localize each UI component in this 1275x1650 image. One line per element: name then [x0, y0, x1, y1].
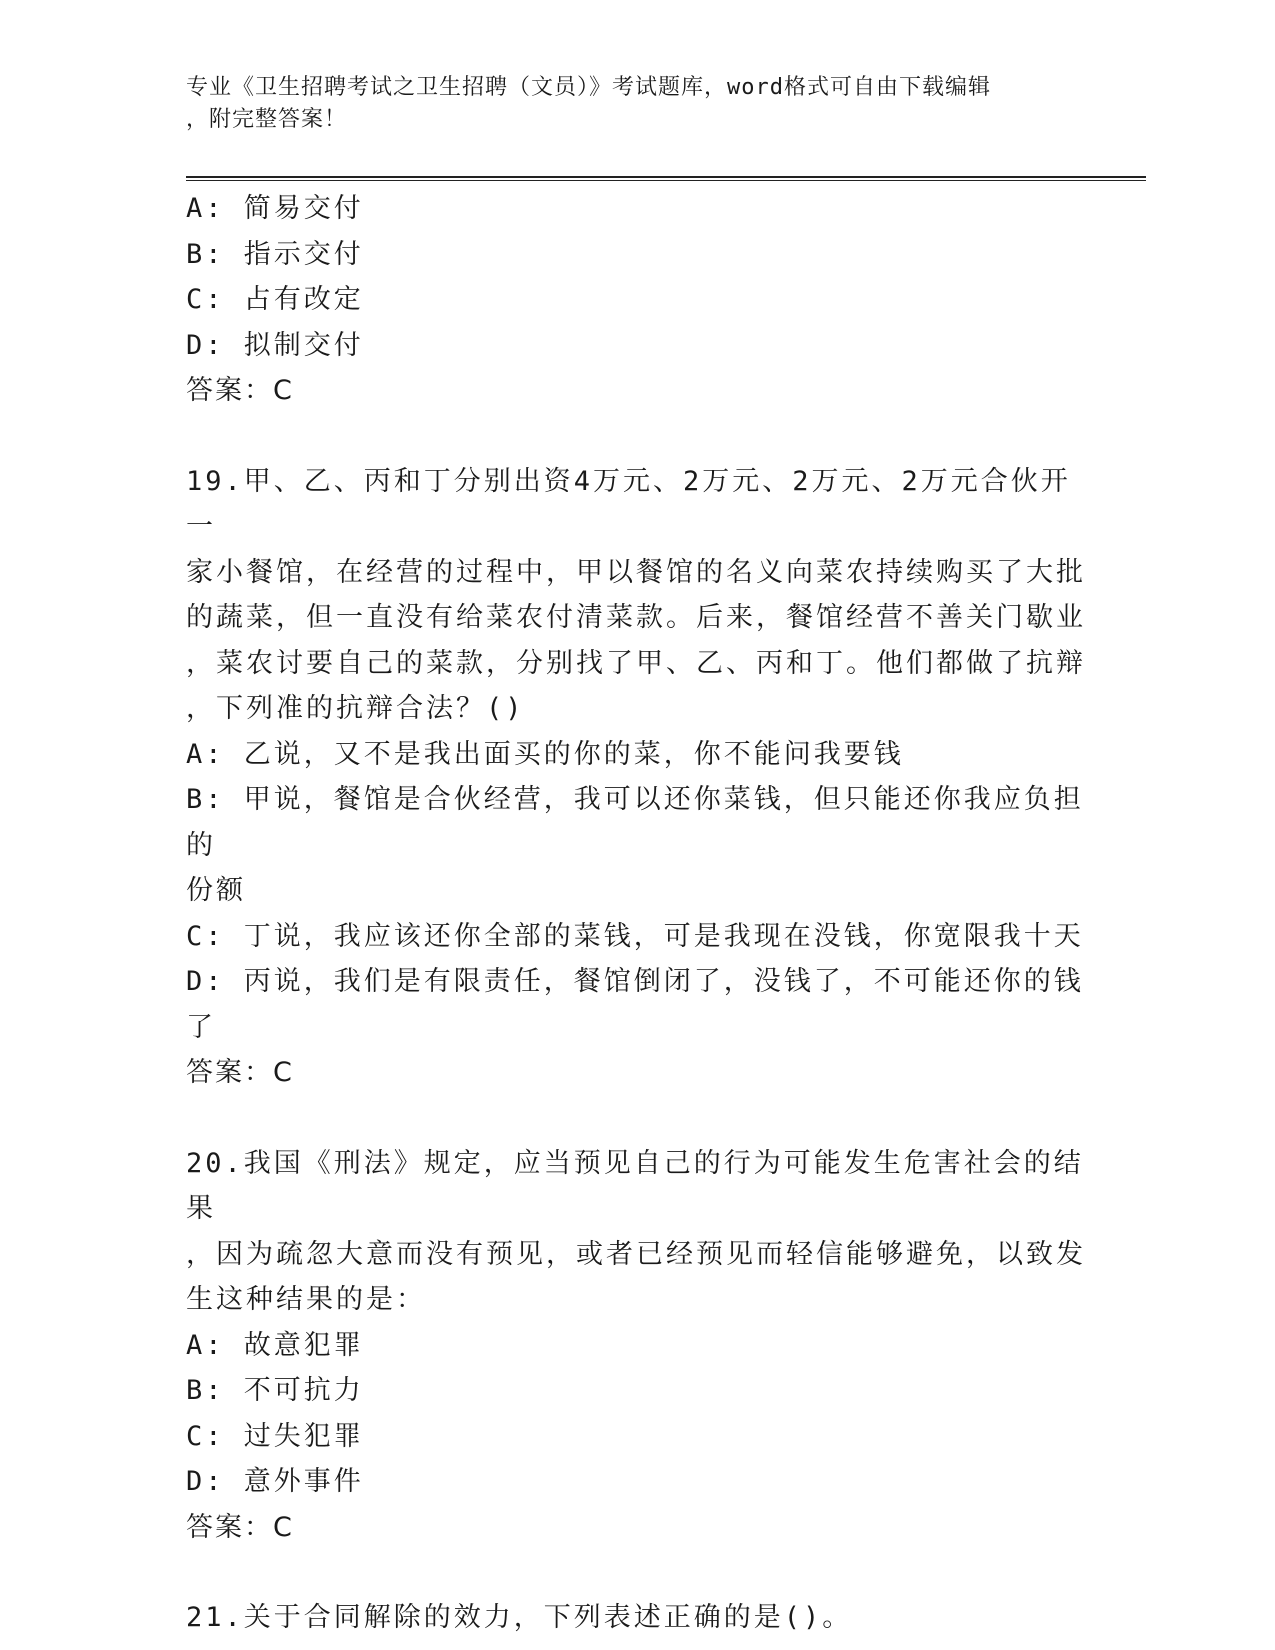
answer-line: 答案：C: [186, 1057, 294, 1088]
question-stem: ，因为疏忽大意而没有预见，或者已经预见而轻信能够避免，以致发: [186, 1238, 1086, 1270]
header-line: ，附完整答案！: [186, 107, 348, 132]
question-stem: ，下列准的抗辩合法？(): [186, 693, 525, 724]
header-line: 专业《卫生招聘考试之卫生招聘（文员）》考试题库，word格式可自由下载编辑: [186, 75, 991, 100]
option-b: B: 指示交付: [186, 238, 364, 270]
question-stem: 家小餐馆，在经营的过程中，甲以餐馆的名义向菜农持续购买了大批: [186, 556, 1086, 588]
option-d: D: 丙说，我们是有限责任，餐馆倒闭了，没钱了，不可能还你的钱了: [186, 966, 1084, 1043]
option-b: B: 不可抗力: [186, 1375, 364, 1406]
question-stem: 21.关于合同解除的效力，下列表述正确的是()。: [186, 1602, 853, 1633]
option-d: D: 拟制交付: [186, 329, 364, 361]
question-stem: 的蔬菜，但一直没有给菜农付清菜款。后来，餐馆经营不善关门歇业: [186, 602, 1086, 633]
question-stem: 生这种结果的是：: [186, 1284, 426, 1315]
question-stem: 20.我国《刑法》规定，应当预见自己的行为可能发生危害社会的结果: [186, 1147, 1084, 1224]
question-stem: 19.甲、乙、丙和丁分别出资4万元、2万元、2万元、2万元合伙开一: [186, 465, 1071, 542]
question-list: [186, 186, 1086, 1641]
option-a: A: 乙说，又不是我出面买的你的菜，你不能问我要钱: [186, 738, 904, 770]
option-d: D: 意外事件: [186, 1466, 364, 1497]
document-header: [186, 72, 1066, 136]
question-18: [186, 186, 1086, 414]
option-c: C: 过失犯罪: [186, 1420, 364, 1452]
option-c: C: 丁说，我应该还你全部的菜钱，可是我现在没钱，你宽限我十天: [186, 920, 1084, 952]
option-b: B: 甲说，餐馆是合伙经营，我可以还你菜钱，但只能还你我应负担的: [186, 784, 1084, 861]
question-19: [186, 459, 1086, 1096]
header-divider: [186, 176, 1146, 181]
option-a: A: 简易交付: [186, 193, 364, 224]
answer-line: 答案：C: [186, 1511, 294, 1543]
question-stem: ，菜农讨要自己的菜款，分别找了甲、乙、丙和丁。他们都做了抗辩: [186, 647, 1086, 679]
answer-line: 答案：C: [186, 375, 294, 406]
option-b-continued: 份额: [186, 875, 246, 906]
option-c: C: 占有改定: [186, 284, 364, 315]
question-21: [186, 1595, 1086, 1641]
question-20: [186, 1141, 1086, 1551]
option-a: A: 故意犯罪: [186, 1329, 364, 1361]
